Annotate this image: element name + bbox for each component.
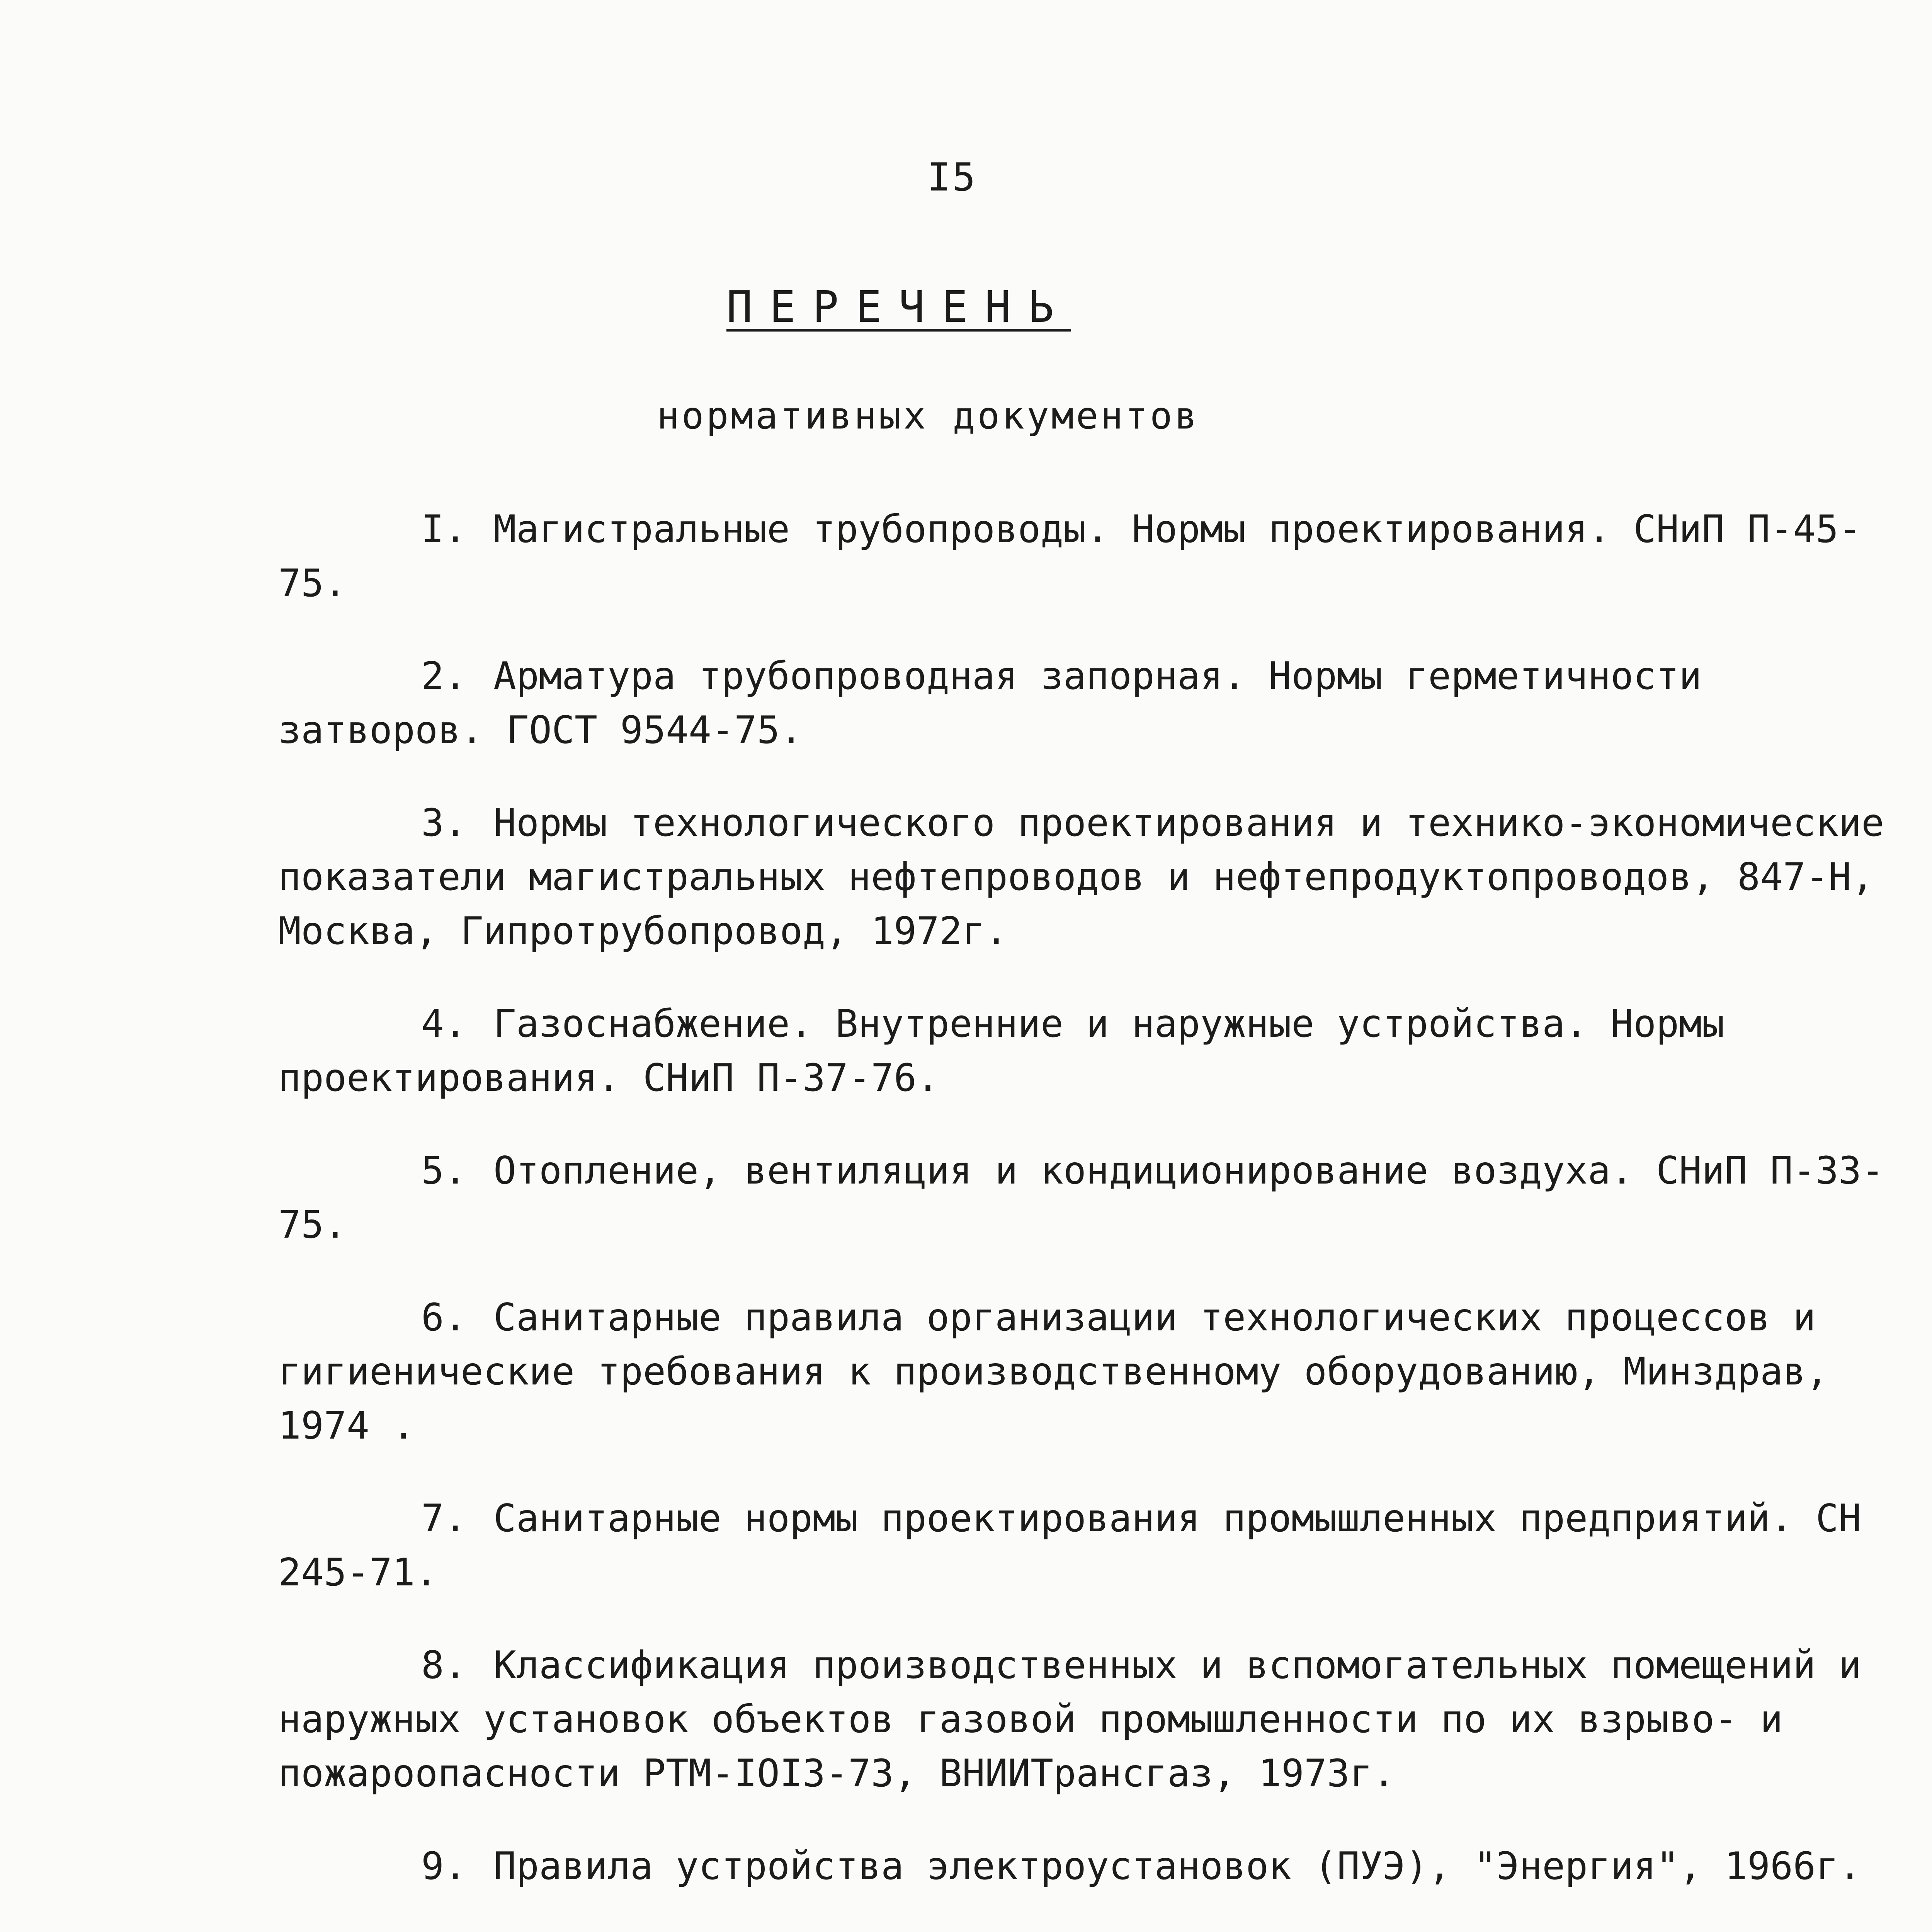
item-number: 9.: [421, 1844, 467, 1888]
item-text: Классификация производственных и вспомогательных помещений и наружных установок объектов газовой промышленности по их взрыво- и пожароопасности РТМ-IOI3-73, ВНИИТрансгаз, 1973г.: [278, 1643, 1862, 1796]
list-item: [278, 1638, 1886, 1801]
item-text: Санитарные правила организации технологических процессов и гигиенические требования к производственному оборудованию, Минздрав, 1974 .: [278, 1296, 1829, 1448]
document-subtitle: нормативных документов: [657, 394, 1199, 437]
item-number: 2.: [421, 654, 467, 698]
item-text: Отопление, вентиляция и кондиционирование воздуха. СНиП П-33-75.: [278, 1149, 1884, 1247]
document-title: ПЕРЕЧЕНЬ: [726, 282, 1071, 332]
item-text: Магистральные трубопроводы. Нормы проектирования. СНиП П-45-75.: [278, 507, 1862, 605]
list-item: [278, 796, 1886, 958]
item-number: 5.: [421, 1149, 467, 1193]
item-number: I.: [421, 507, 467, 551]
item-number: 3.: [421, 801, 467, 845]
item-number: 6.: [421, 1296, 467, 1340]
item-number: 4.: [421, 1002, 467, 1046]
item-text: Газоснабжение. Внутренние и наружные устройства. Нормы проектирования. СНиП П-37-76.: [278, 1002, 1725, 1100]
list-item: [278, 502, 1886, 611]
normative-documents-list: [278, 502, 1886, 1932]
page-number: I5: [927, 155, 977, 200]
item-text: Нормы технологического проектирования и технико-экономические показатели магистральных нефтепроводов и нефтепродуктопроводов, 847-Н, Москва, Гипротрубопровод, 1972г.: [278, 801, 1884, 953]
list-item: [278, 649, 1886, 757]
item-text: Санитарные нормы проектирования промышленных предприятий. СН 245-71.: [278, 1497, 1862, 1595]
item-number: 7.: [421, 1497, 467, 1541]
list-item: [278, 1492, 1886, 1600]
item-number: 8.: [421, 1643, 467, 1687]
list-item: [278, 1144, 1886, 1252]
list-item: [278, 1291, 1886, 1453]
list-item: [278, 1839, 1886, 1893]
list-item: [278, 997, 1886, 1105]
item-text: Арматура трубопроводная запорная. Нормы герметичности затворов. ГОСТ 9544-75.: [278, 654, 1702, 752]
item-text: Правила устройства электроустановок (ПУЭ), "Энергия", 1966г.: [493, 1844, 1862, 1888]
